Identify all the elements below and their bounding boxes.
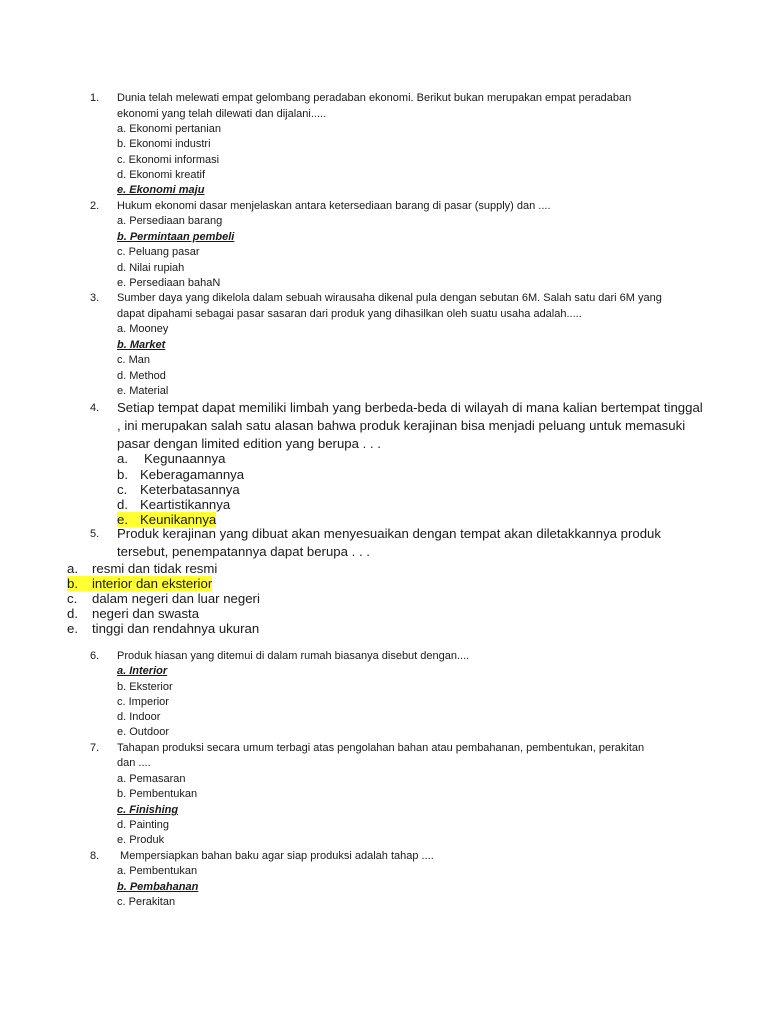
question-number: 2. (90, 200, 100, 212)
question-number: 3. (90, 292, 100, 304)
option-letter: d. (67, 606, 78, 621)
question-text: pasar dengan limited edition yang berupa . . . (117, 436, 381, 451)
question-text: Produk kerajinan yang dibuat akan menyesuaikan dengan tempat akan diletakkannya produk (117, 526, 661, 541)
option-text: tinggi dan rendahnya ukuran (92, 621, 260, 636)
option-text: Kegunaannya (144, 451, 226, 466)
option-d: d. Method (117, 370, 166, 382)
option-letter: e. (67, 621, 78, 636)
option-b-correct-answer: b. Permintaan pembeli (117, 231, 235, 243)
option-text: Keberagamannya (140, 467, 245, 482)
option-b-highlighted-answer (67, 576, 212, 591)
question-text: dapat dipahami sebagai pasar sasaran dari produk yang dihasilkan oleh suatu usaha adalah..... (117, 308, 582, 320)
option-text: Keunikannya (140, 512, 217, 527)
question-text: Tahapan produksi secara umum terbagi atas pengolahan bahan atau pembahanan, pembentukan, perakitan (117, 742, 645, 754)
option-d (67, 606, 199, 621)
option-e-highlighted-answer (117, 512, 216, 527)
question-number: 5. (90, 528, 100, 540)
option-text: Keterbatasannya (140, 482, 240, 497)
option-a-correct-answer: a. Interior (117, 665, 168, 677)
option-a: a. Ekonomi pertanian (117, 123, 221, 135)
option-text: dalam negeri dan luar negeri (92, 591, 260, 606)
question-number: 1. (90, 92, 100, 104)
option-e-correct-answer: e. Ekonomi maju (117, 184, 205, 196)
option-e: e. Outdoor (117, 726, 169, 738)
option-letter: e. (117, 512, 128, 527)
option-a: a. Persediaan barang (117, 215, 223, 227)
option-c: c. Man (117, 354, 151, 366)
option-letter: a. (117, 451, 128, 466)
option-letter: b. (67, 576, 78, 591)
question-text: Mempersiapkan bahan baku agar siap produksi adalah tahap .... (117, 850, 434, 862)
option-a (117, 451, 225, 466)
option-b: b. Ekonomi industri (117, 138, 211, 150)
question-text: Sumber daya yang dikelola dalam sebuah wirausaha dikenal pula dengan sebutan 6M. Salah satu dari 6M yang (117, 292, 662, 304)
question-text: dan .... (117, 757, 151, 769)
option-e: e. Produk (117, 834, 165, 846)
option-c-correct-answer: c. Finishing (117, 804, 179, 816)
question-number: 7. (90, 742, 100, 754)
question-number: 8. (90, 850, 100, 862)
option-a: a. Pembentukan (117, 865, 198, 877)
option-e: e. Persediaan bahaN (117, 277, 221, 289)
option-e (67, 621, 259, 636)
option-b (117, 467, 244, 482)
option-letter: c. (67, 591, 78, 606)
question-number: 4. (90, 402, 100, 414)
answer-highlight (117, 512, 216, 527)
option-text: interior dan eksterior (92, 576, 213, 591)
option-c: c. Ekonomi informasi (117, 154, 220, 166)
option-d (117, 497, 230, 512)
option-c: c. Peluang pasar (117, 246, 200, 258)
question-text: , ini merupakan salah satu alasan bahwa produk kerajinan bisa menjadi peluang untuk memasuki (117, 418, 686, 433)
question-text: Setiap tempat dapat memiliki limbah yang berbeda-beda di wilayah di mana kalian bertempat tinggal (117, 400, 703, 415)
option-d: d. Ekonomi kreatif (117, 169, 206, 181)
option-b: b. Pembentukan (117, 788, 198, 800)
option-c (117, 482, 240, 497)
option-letter: d. (117, 497, 128, 512)
option-c: c. Imperior (117, 696, 169, 708)
option-b: b. Eksterior (117, 681, 173, 693)
option-b-correct-answer: b. Pembahanan (117, 881, 199, 893)
option-text: Keartistikannya (140, 497, 231, 512)
option-c: c. Perakitan (117, 896, 176, 908)
option-text: resmi dan tidak resmi (92, 561, 218, 576)
question-text: ekonomi yang telah dilewati dan dijalani..... (117, 108, 327, 120)
question-text: tersebut, penempatannya dapat berupa . . . (117, 544, 370, 559)
question-text: Produk hiasan yang ditemui di dalam rumah biasanya disebut dengan.... (117, 650, 470, 662)
option-e: e. Material (117, 385, 169, 397)
option-a (67, 561, 217, 576)
option-a: a. Mooney (117, 323, 169, 335)
question-number: 6. (90, 650, 100, 662)
question-text: Dunia telah melewati empat gelombang peradaban ekonomi. Berikut bukan merupakan empat peradaban (117, 92, 632, 104)
answer-highlight (67, 576, 212, 591)
option-letter: a. (67, 561, 78, 576)
option-d: d. Nilai rupiah (117, 262, 185, 274)
option-text: negeri dan swasta (92, 606, 200, 621)
option-d: d. Indoor (117, 711, 161, 723)
option-letter: c. (117, 482, 128, 497)
option-c (67, 591, 260, 606)
option-letter: b. (117, 467, 128, 482)
option-b-correct-answer: b. Market (117, 339, 166, 351)
question-text: Hukum ekonomi dasar menjelaskan antara ketersediaan barang di pasar (supply) dan .... (117, 200, 551, 212)
option-a: a. Pemasaran (117, 773, 186, 785)
option-d: d. Painting (117, 819, 169, 831)
